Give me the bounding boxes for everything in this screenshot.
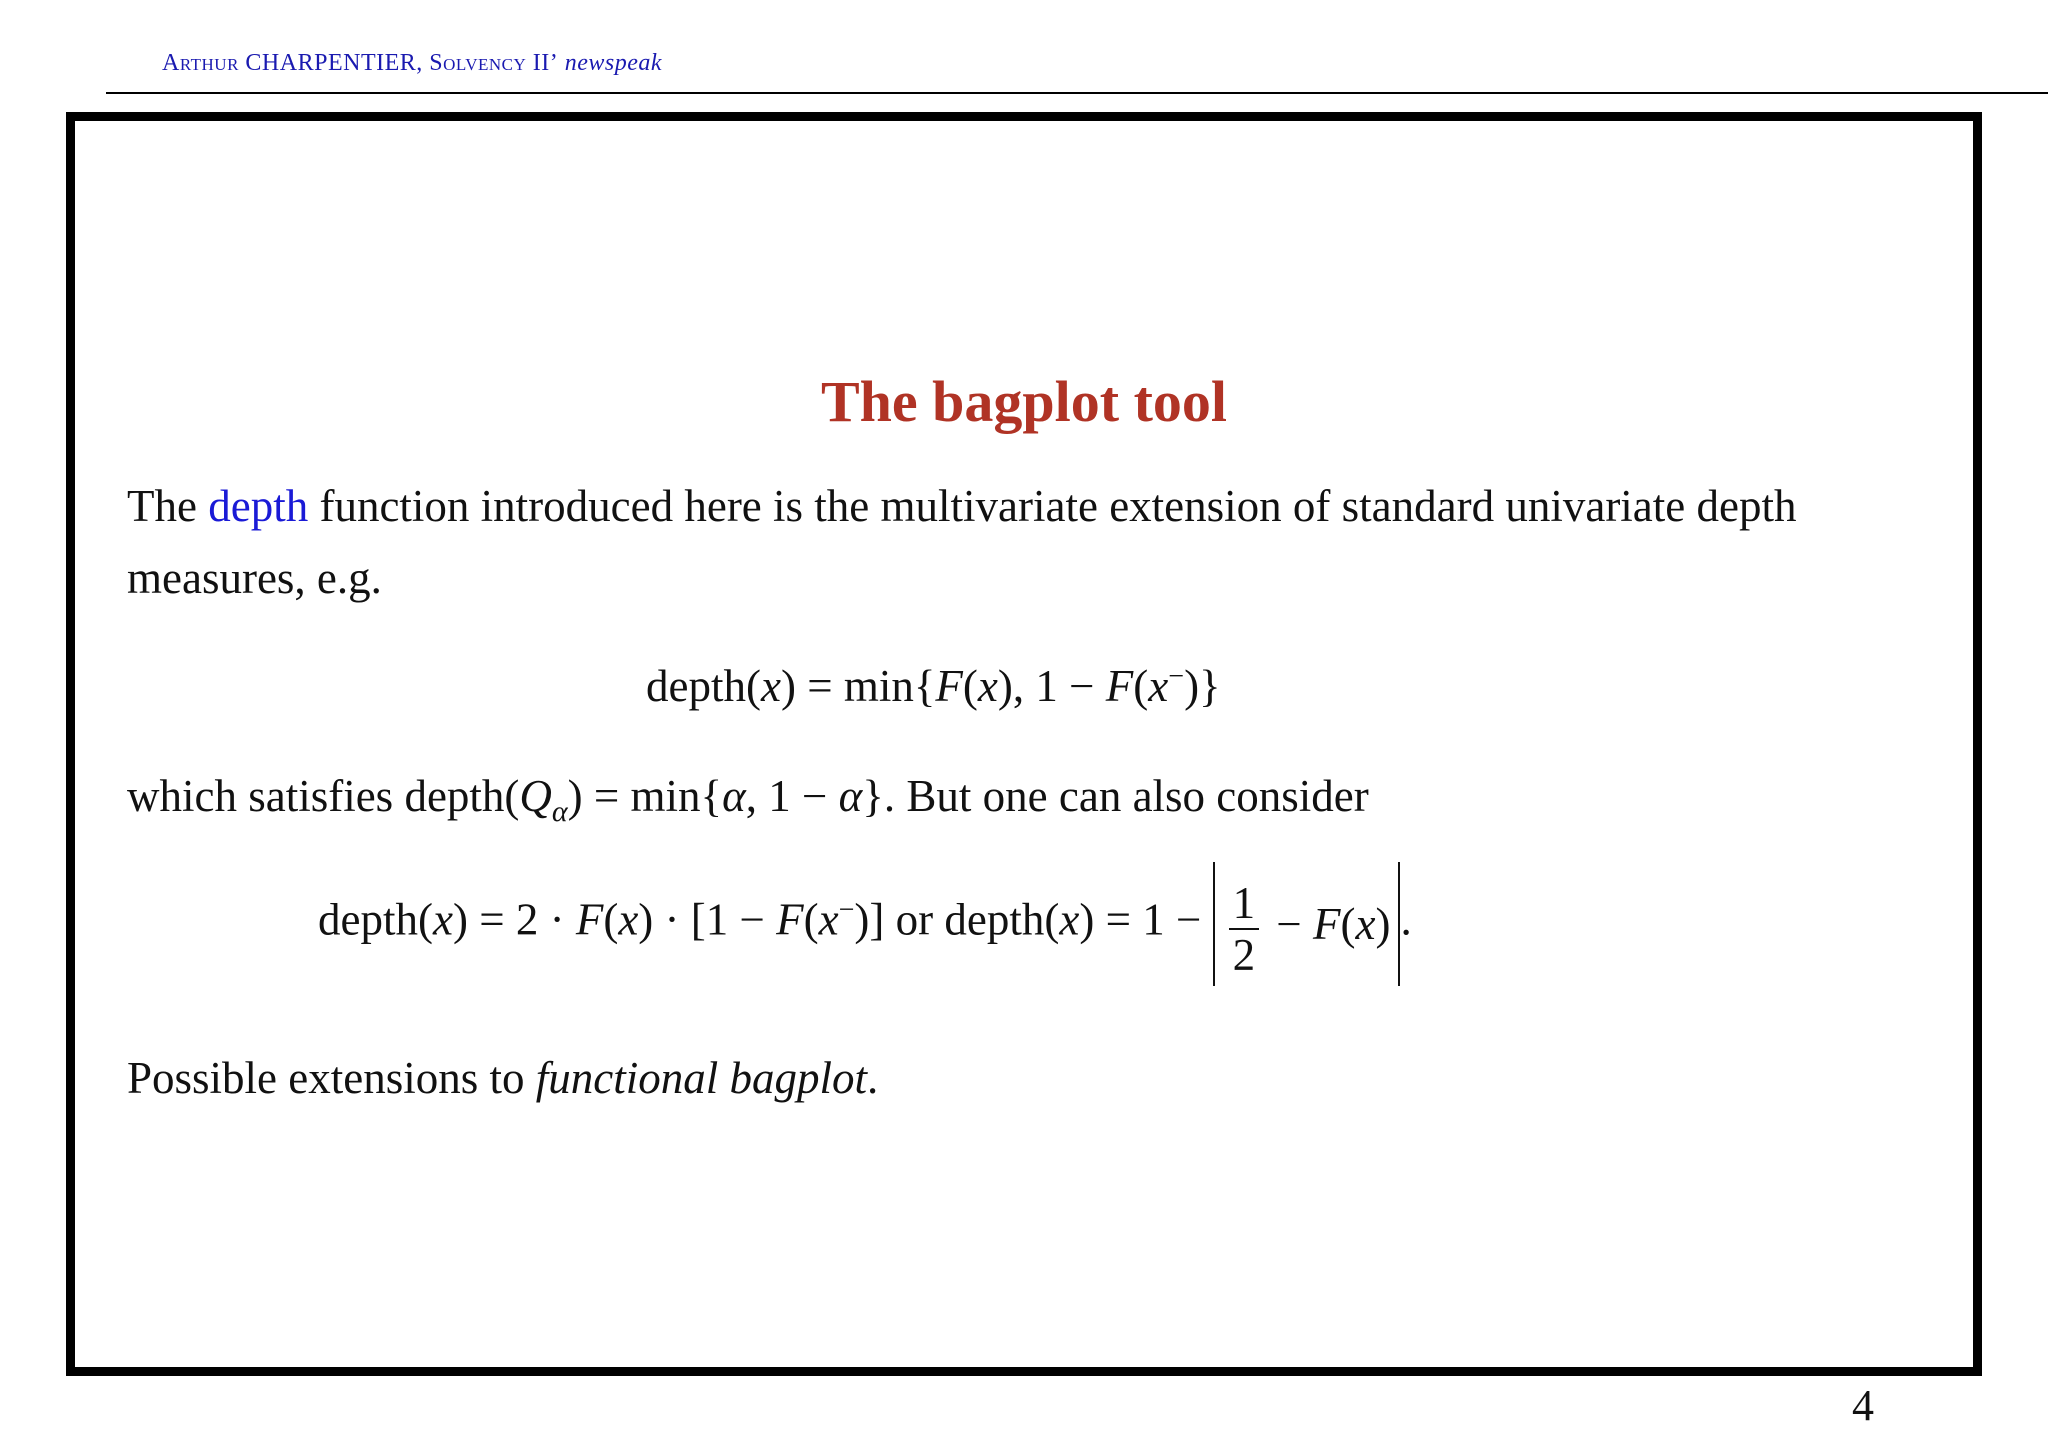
depth-link[interactable]: depth xyxy=(208,481,309,531)
fraction-half xyxy=(1229,878,1260,980)
eq2-p4: ) · [1 − xyxy=(638,894,777,945)
eq2-x4: x xyxy=(1059,894,1080,945)
fraction-numerator: 1 xyxy=(1229,878,1260,930)
eq2-p6: )] or depth( xyxy=(854,894,1060,945)
eq2-p7: ) = 1 − xyxy=(1079,894,1213,945)
header-separator: , xyxy=(416,50,430,76)
eq2-x5: x xyxy=(1355,899,1376,949)
ext-em: functional bagplot xyxy=(535,1053,868,1103)
eq1-var: x xyxy=(760,661,781,711)
eq2-p1: depth( xyxy=(318,894,433,945)
eq1-x2: x xyxy=(1148,661,1169,711)
eq2-p8: − xyxy=(1265,899,1313,949)
running-header xyxy=(162,50,662,77)
eq2-sup: − xyxy=(838,894,855,926)
eq1-x1: x xyxy=(977,661,998,711)
eq1-mid: ), 1 − xyxy=(997,661,1106,711)
header-rule xyxy=(106,92,2048,94)
satisfies-alpha-sub: α xyxy=(551,795,568,828)
ext-before: Possible extensions to xyxy=(127,1053,536,1103)
eq1-sup: − xyxy=(1168,661,1185,692)
ext-after: . xyxy=(867,1053,879,1103)
satisfies-alpha2: α xyxy=(838,771,863,821)
header-topic: newspeak xyxy=(564,50,663,76)
eq2-F1: F xyxy=(575,894,604,945)
eq2-p5: ( xyxy=(803,894,819,945)
eq2-p3: ( xyxy=(603,894,619,945)
header-author: Arthur CHARPENTIER xyxy=(162,50,417,76)
eq2-F3: F xyxy=(1312,899,1341,949)
header-course: Solvency II’ xyxy=(429,50,559,76)
eq2-F2: F xyxy=(776,894,804,945)
eq2-p9: ( xyxy=(1340,899,1356,949)
equation-depth-alternatives xyxy=(318,862,1412,986)
absolute-value xyxy=(1213,862,1401,986)
eq1-F2: F xyxy=(1105,661,1134,711)
eq2-x1: x xyxy=(432,894,453,945)
eq2-x3: x xyxy=(818,894,839,945)
satisfies-mid: ) = min{ xyxy=(567,771,723,821)
eq2-p10: ) xyxy=(1375,899,1391,949)
eq2-p2: ) = 2 · xyxy=(452,894,576,945)
eq2-end: . xyxy=(1400,894,1412,945)
eq1-lhs: depth( xyxy=(646,661,761,711)
eq1-F1: F xyxy=(935,661,963,711)
equation-depth-min: depth(x) = min{F(x), 1 − F(x−)} xyxy=(646,661,1221,711)
slide-frame xyxy=(66,112,1982,1376)
satisfies-before: which satisfies depth( xyxy=(127,771,520,821)
eq1-end: )} xyxy=(1184,661,1221,711)
extensions-paragraph xyxy=(127,1042,1847,1114)
fraction-denominator: 2 xyxy=(1232,929,1256,980)
page-number: 4 xyxy=(1852,1381,1874,1430)
intro-paragraph xyxy=(127,470,1847,614)
satisfies-mid2: , 1 − xyxy=(745,771,839,821)
satisfies-alpha1: α xyxy=(722,771,746,821)
eq1-min: ) = min{ xyxy=(780,661,936,711)
satisfies-paragraph xyxy=(127,760,1847,848)
intro-text-after: function introduced here is the multivariate extension of standard univariate depth measures, e.g. xyxy=(127,481,1797,603)
satisfies-after: }. But one can also consider xyxy=(862,771,1369,821)
slide-title: The bagplot tool xyxy=(820,369,1228,434)
eq2-x2: x xyxy=(618,894,639,945)
intro-text-before: The xyxy=(127,481,209,531)
satisfies-Q: Q xyxy=(519,771,552,821)
